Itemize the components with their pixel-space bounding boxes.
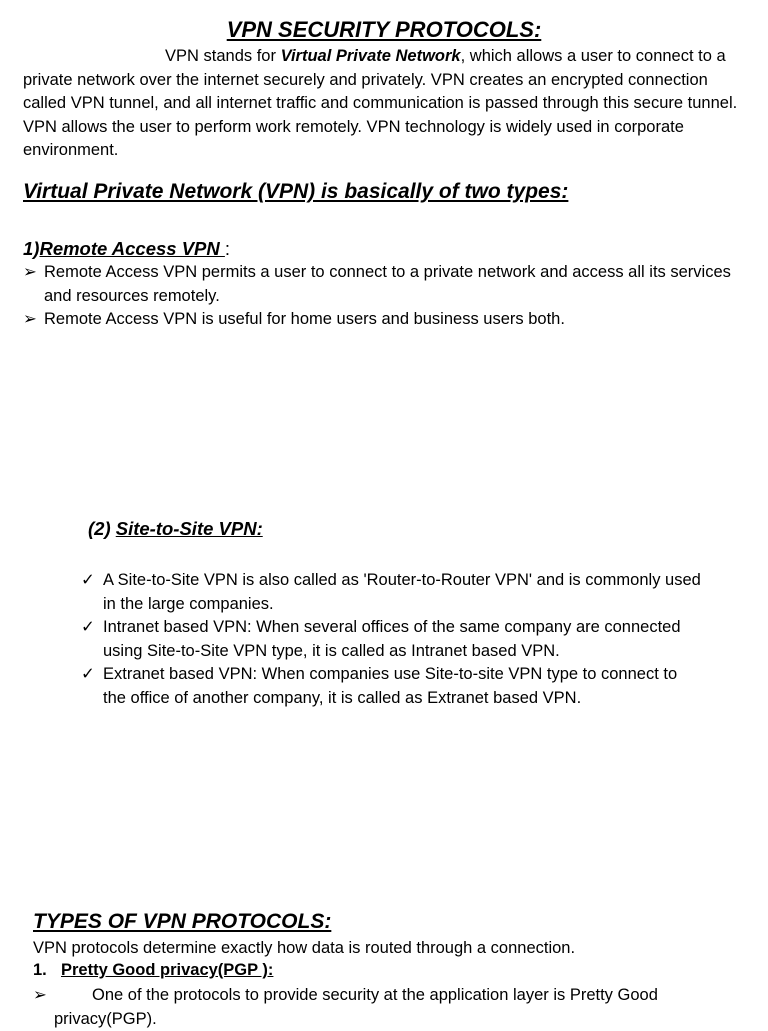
list-item-text: A Site-to-Site VPN is also called as 'Router-to-Router VPN' and is commonly used in the large companies. xyxy=(103,571,701,613)
intro-paragraph xyxy=(23,45,753,163)
list-item-text: Extranet based VPN: When companies use Site-to-site VPN type to connect to the office of another company, it is called as Extranet based VPN. xyxy=(103,665,678,707)
list-item-text: Remote Access VPN is useful for home users and business users both. xyxy=(44,310,565,328)
section-title-text: Site-to-Site VPN: xyxy=(115,518,263,539)
remote-access-bullet-list xyxy=(23,261,733,332)
list-item xyxy=(23,308,733,332)
section-title-colon: : xyxy=(224,238,231,259)
checkmark-icon: ✓ xyxy=(81,571,95,589)
section-number: (2) xyxy=(88,518,116,539)
arrow-bullet-icon: ➢ xyxy=(33,986,47,1004)
protocol-item-label: Pretty Good privacy(PGP ): xyxy=(61,961,274,979)
section-number: 1) xyxy=(23,238,40,259)
protocols-description: VPN protocols determine exactly how data is routed through a connection. xyxy=(33,939,576,957)
list-item xyxy=(23,261,733,308)
list-item-text: Remote Access VPN permits a user to connect to a private network and access all its services and resources remotely. xyxy=(44,263,731,305)
section-site-to-site-title xyxy=(88,518,263,540)
list-item xyxy=(81,616,701,663)
arrow-bullet-icon: ➢ xyxy=(23,310,37,328)
arrow-bullet-icon: ➢ xyxy=(23,263,37,281)
protocol-item-number: 1. xyxy=(33,961,47,979)
checkmark-icon: ✓ xyxy=(81,665,95,683)
intro-post: , which allows a user to connect to a private network over the internet securely and privately. VPN creates an encrypted connection called VPN tunnel, and all internet traffic and communication is passed through this secure tunnel. VPN allows the user to perform work remotely. VPN technology is widely used in corporate environment. xyxy=(23,47,738,159)
intro-bold-term: Virtual Private Network xyxy=(280,47,461,65)
document-title: VPN SECURITY PROTOCOLS: xyxy=(226,17,542,42)
list-item xyxy=(81,569,701,616)
vpn-types-heading: Virtual Private Network (VPN) is basically of two types: xyxy=(23,180,569,203)
checkmark-icon: ✓ xyxy=(81,618,95,636)
section-title-text: Remote Access VPN xyxy=(39,238,225,259)
intro-pre: VPN stands for xyxy=(165,47,281,65)
list-item-text: Intranet based VPN: When several offices of the same company are connected using Site-to-Site VPN type, it is called as Intranet based VPN. xyxy=(103,618,681,660)
list-item xyxy=(81,663,701,710)
list-item-text: One of the protocols to provide security at the application layer is Pretty Good privacy(PGP). xyxy=(54,986,658,1028)
section-remote-access-title xyxy=(23,238,230,260)
site-to-site-bullet-list xyxy=(81,569,701,710)
protocols-heading: TYPES OF VPN PROTOCOLS: xyxy=(33,910,332,933)
protocol-item-pgp xyxy=(33,961,273,980)
